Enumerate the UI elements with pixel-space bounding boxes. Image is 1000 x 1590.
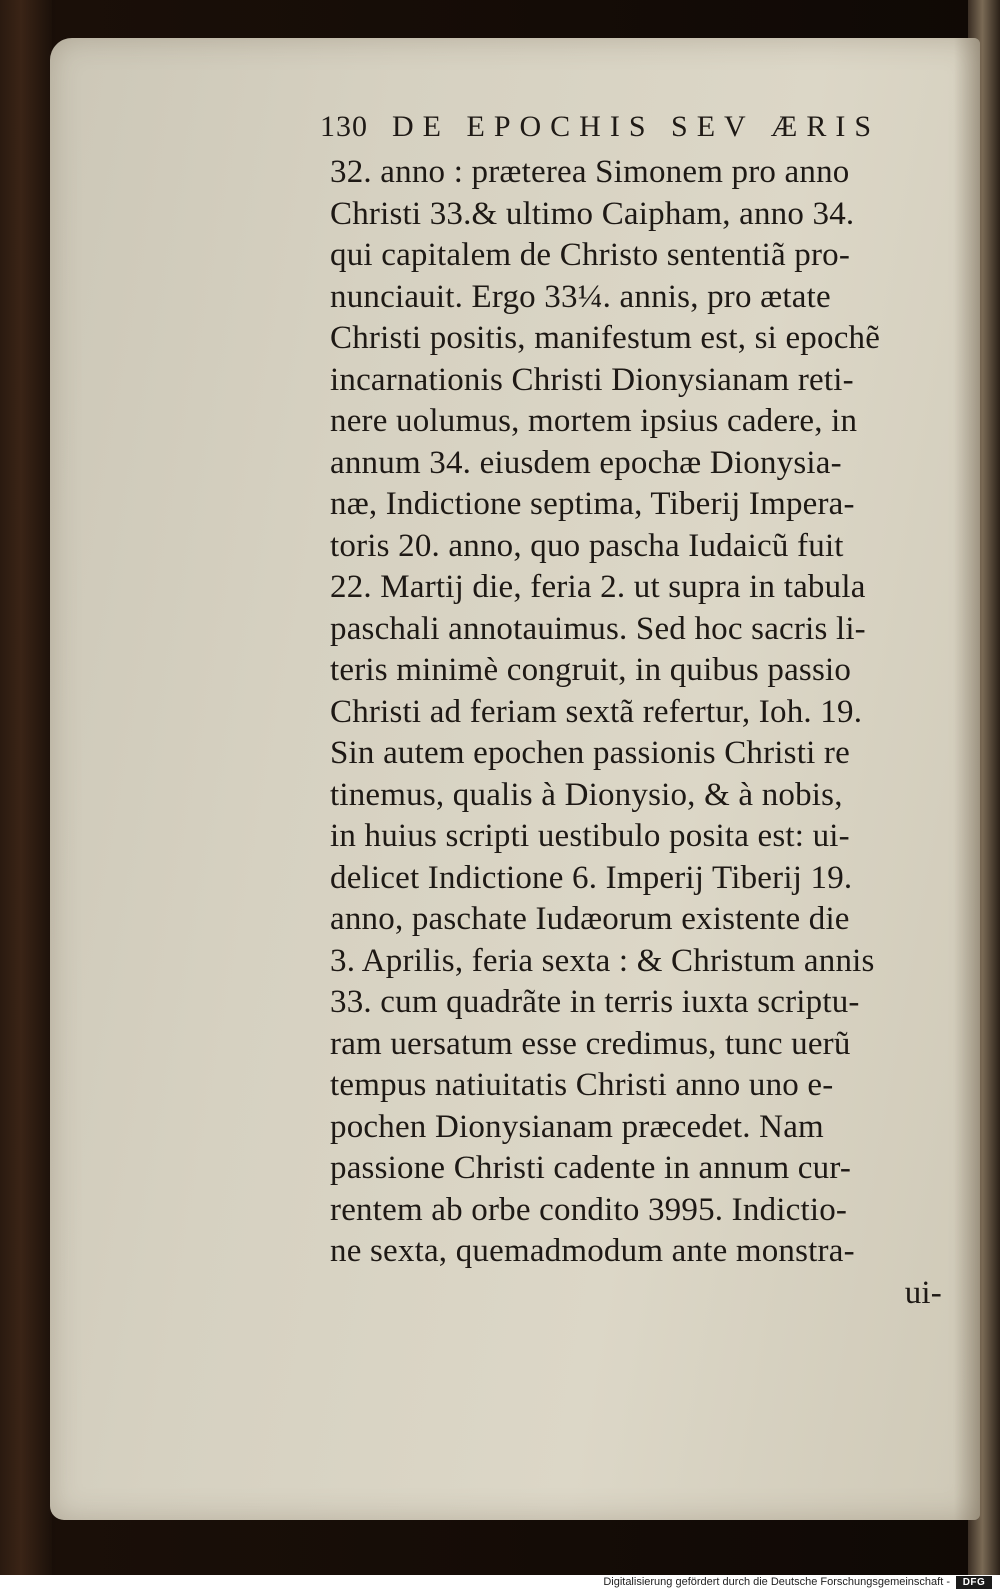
text-line: Christi positis, manifestum est, si epochẽ: [330, 320, 881, 356]
text-line: incarnationis Christi Dionysianam reti-: [330, 361, 854, 398]
text-line: annum 34. eiusdem epochæ Dionysia-: [330, 444, 842, 481]
page-number: 130: [320, 110, 368, 143]
running-title: DE EPOCHIS SEV ÆRIS: [392, 110, 881, 143]
text-line: anno, paschate Iudæorum existente die: [330, 901, 850, 937]
text-line: passione Christi cadente in annum cur-: [330, 1150, 852, 1186]
digitization-footer: [0, 1575, 1000, 1590]
text-line: in huius scripti uestibulo posita est: ui-: [330, 818, 850, 854]
running-head: [320, 110, 940, 150]
text-line: tempus natiuitatis Christi anno uno e-: [330, 1067, 834, 1103]
text-line: delicet Indictione 6. Imperij Tiberij 19.: [330, 859, 853, 896]
text-line: rentem ab orbe condito 3995. Indictio-: [330, 1191, 848, 1228]
text-line: 32. anno : præterea Simonem pro anno: [330, 154, 850, 190]
text-line: næ, Indictione septima, Tiberij Impera-: [330, 486, 855, 522]
text-line: nere uolumus, mortem ipsius cadere, in: [330, 403, 858, 439]
text-block: [330, 152, 950, 1314]
text-line: pochen Dionysianam præcedet. Nam: [330, 1108, 824, 1145]
text-line: Christi ad feriam sextã refertur, Ioh. 19.: [330, 693, 863, 730]
book-board-edge: [0, 0, 52, 1575]
dfg-logo: DFG: [956, 1576, 992, 1589]
text-line: toris 20. anno, quo pascha Iudaicũ fuit: [330, 527, 844, 564]
text-line: paschali annotauimus. Sed hoc sacris li-: [330, 610, 866, 647]
text-line: teris minimè congruit, in quibus passio: [330, 652, 852, 688]
text-line: 22. Martij die, feria 2. ut supra in tabula: [330, 569, 866, 605]
text-line: ram uersatum esse credimus, tunc uerũ: [330, 1025, 851, 1062]
text-line: Sin autem epochen passionis Christi re: [330, 735, 850, 771]
text-line: 3. Aprilis, feria sexta : & Christum annis: [330, 942, 875, 979]
text-line: nunciauit. Ergo 33¼. annis, pro ætate: [330, 278, 831, 315]
text-line: qui capitalem de Christo sententiã pro-: [330, 237, 851, 273]
text-line: ne sexta, quemadmodum ante monstra-: [330, 1233, 855, 1269]
catchword: ui-: [904, 1274, 942, 1311]
text-line: Christi 33.& ultimo Caipham, anno 34.: [330, 195, 855, 232]
text-line: tinemus, qualis à Dionysio, & à nobis,: [330, 776, 843, 813]
funding-credit: Digitalisierung gefördert durch die Deutsche Forschungsgemeinschaft -: [603, 1576, 950, 1588]
text-line: 33. cum quadrãte in terris iuxta scriptu-: [330, 984, 860, 1020]
